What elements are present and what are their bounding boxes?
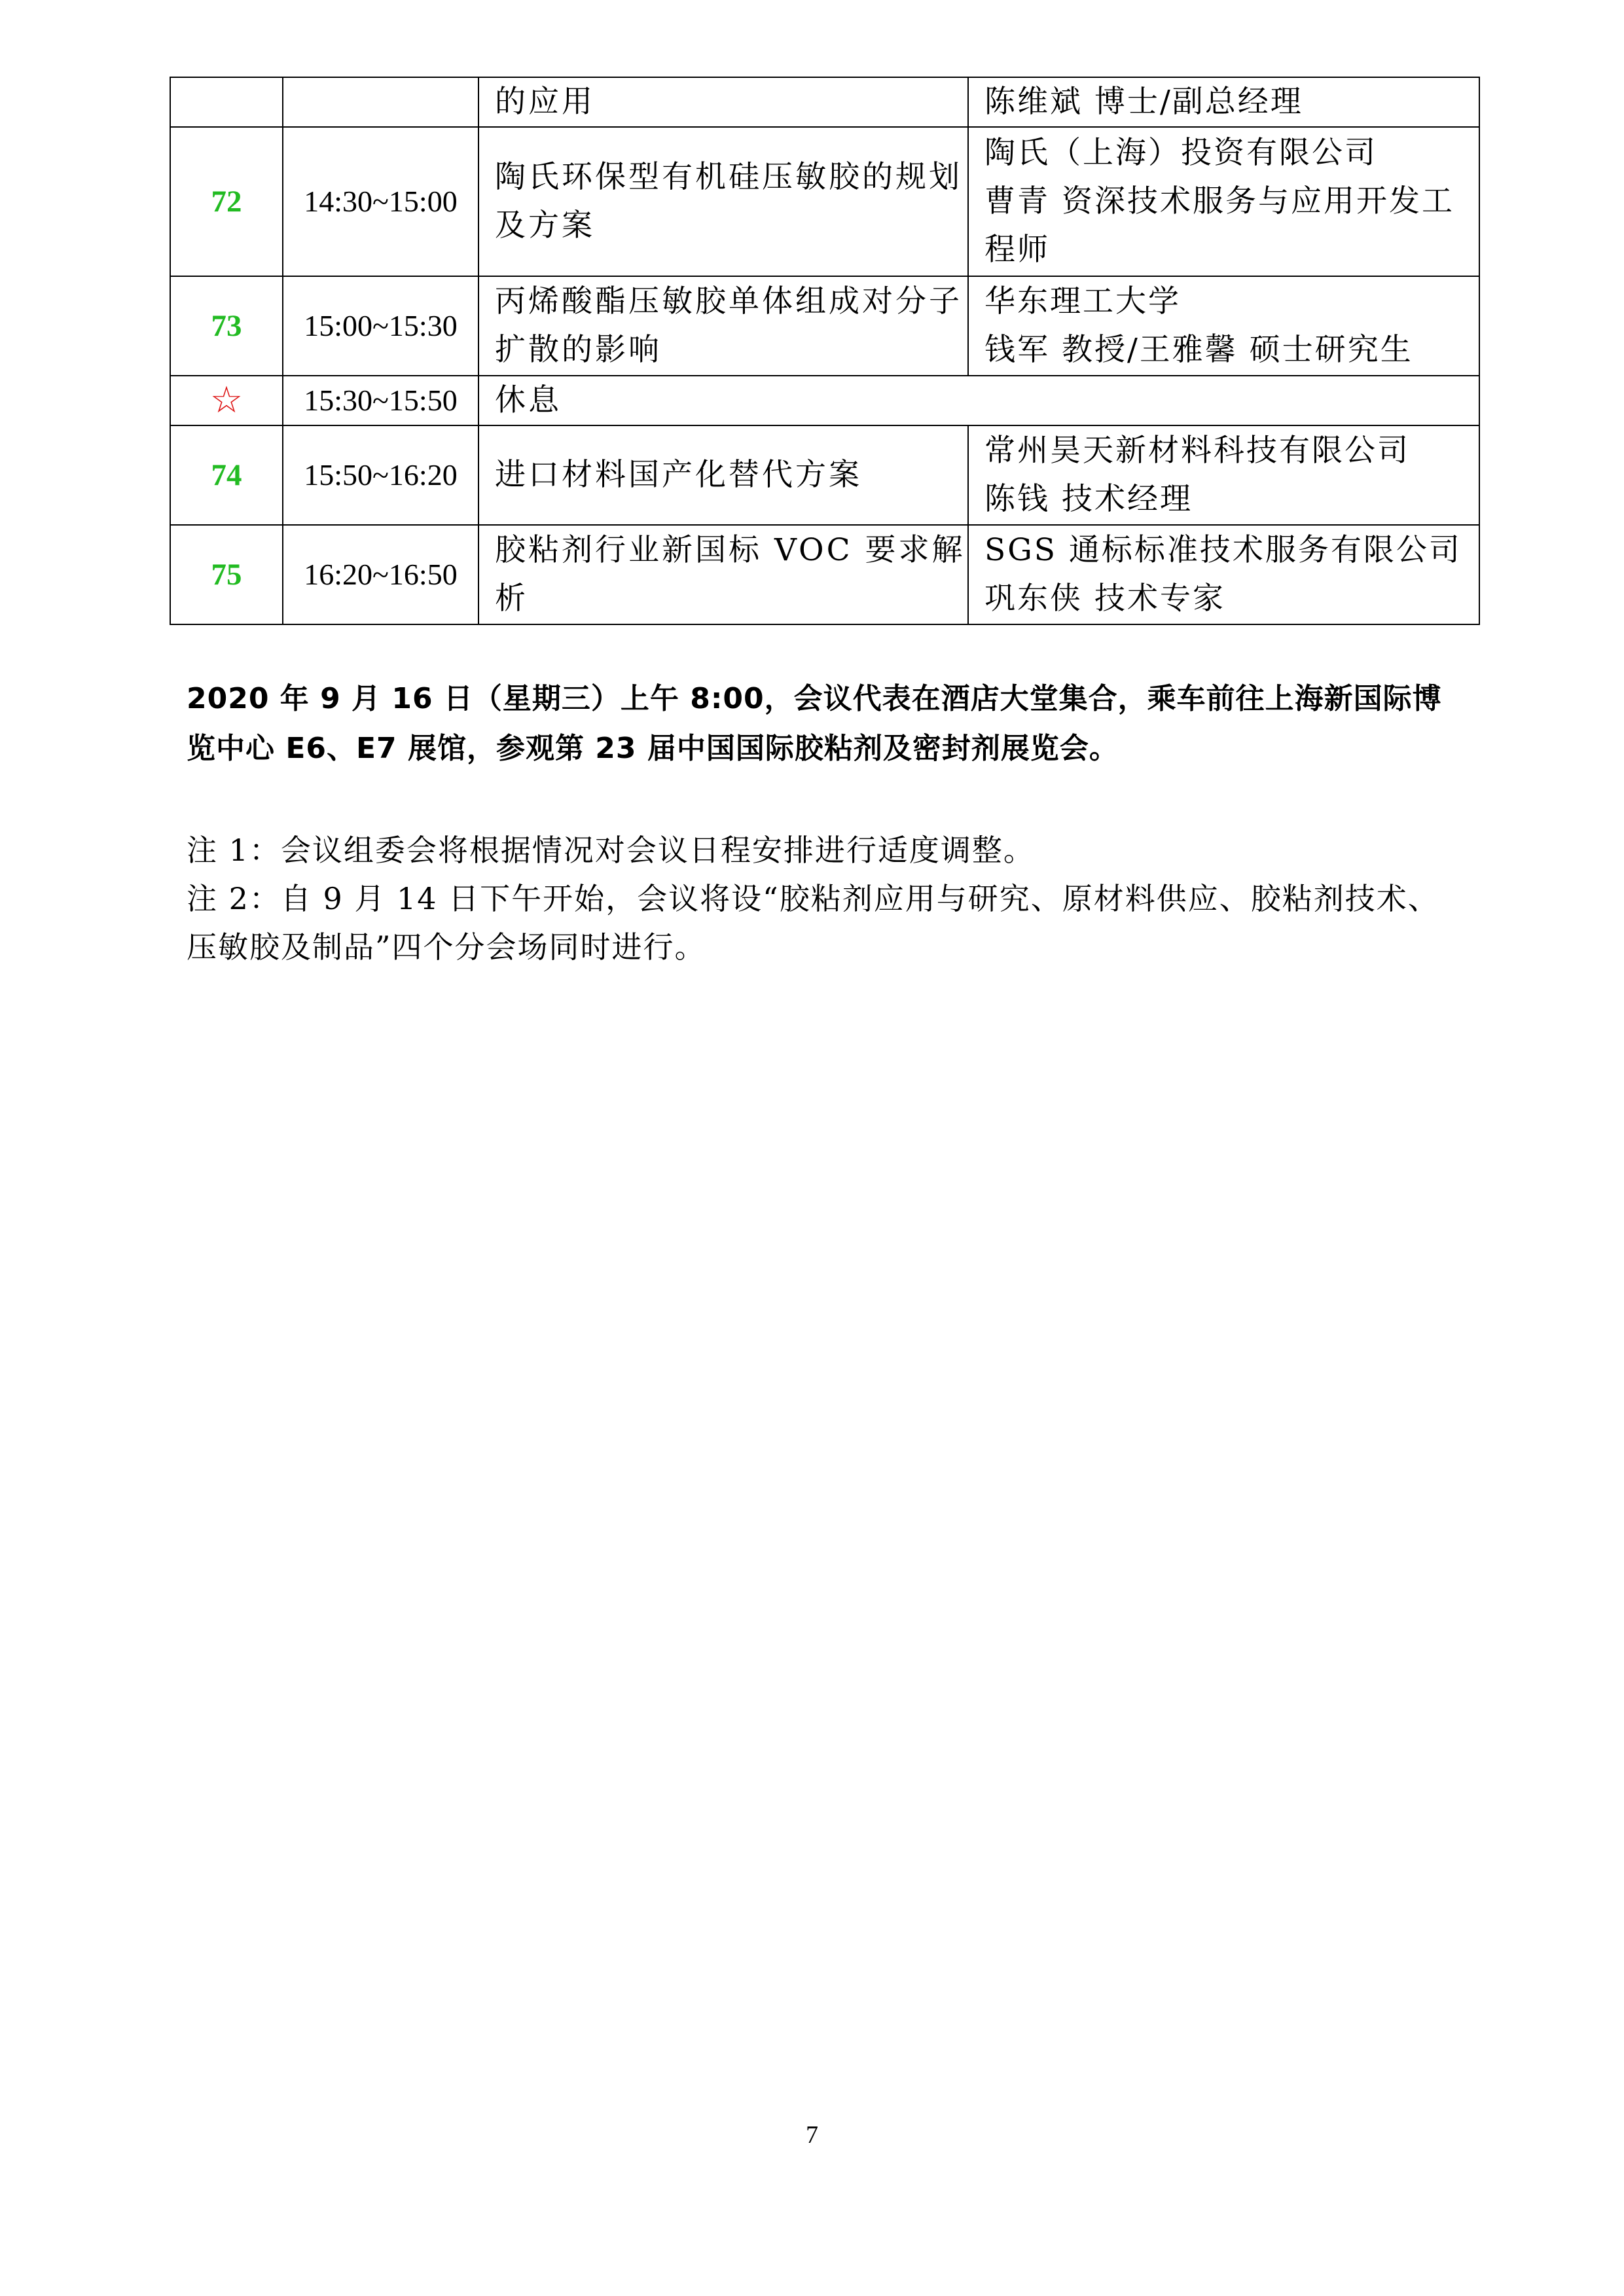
speaker-line: 华东理工大学 [984,283,1181,319]
session-speaker [968,525,1479,624]
topic-line: 胶粘剂行业新国标 VOC 要求解 [495,532,965,568]
speaker-line: SGS 通标标准技术服务有限公司 [984,532,1462,568]
session-topic [478,525,968,624]
session-topic [478,276,968,376]
notice-line: 2020 年 9 月 16 日（星期三）上午 8:00，会议代表在酒店大堂集合，乘车前往上海新国际博 [187,682,1442,715]
speaker-line: 陈钱 技术经理 [984,481,1193,517]
speaker-line: 钱军 教授/王雅馨 硕士研究生 [984,332,1413,368]
topic-line: 休息 [495,382,562,418]
session-time: 15:50~16:20 [283,425,478,525]
note-line: 注 2：自 9 月 14 日下午开始，会议将设“胶粘剂应用与研究、原材料供应、胶粘剂技术、 [187,881,1439,916]
schedule-table [170,77,1480,625]
table-row [170,127,1479,276]
session-number: 75 [170,525,283,624]
exhibition-notice [187,674,1479,774]
session-speaker [968,425,1479,525]
speaker-line: 巩东侠 技术专家 [984,581,1225,617]
speaker-line: 程师 [984,232,1050,268]
topic-line: 陶氏环保型有机硅压敏胶的规划 [495,159,962,195]
topic-line: 的应用 [495,84,595,120]
session-time: 16:20~16:50 [283,525,478,624]
topic-line: 及方案 [495,207,595,243]
break-label [478,376,1479,425]
page-number: 7 [806,2121,818,2149]
table-row [170,276,1479,376]
table-row-break [170,376,1479,425]
table-row [170,77,1479,127]
session-time: 14:30~15:00 [283,127,478,276]
session-time: 15:00~15:30 [283,276,478,376]
table-row [170,425,1479,525]
session-time [283,77,478,127]
star-icon: ☆ [170,376,283,425]
topic-line: 扩散的影响 [495,332,662,368]
session-topic [478,77,968,127]
session-speaker [968,127,1479,276]
session-speaker [968,77,1479,127]
session-speaker [968,276,1479,376]
speaker-line: 陈维斌 博士/副总经理 [984,84,1303,120]
notice-line: 览中心 E6、E7 展馆，参观第 23 届中国国际胶粘剂及密封剂展览会。 [187,732,1119,765]
session-number [170,77,283,127]
note-line: 压敏胶及制品”四个分会场同时进行。 [187,929,706,965]
session-topic [478,127,968,276]
session-number: 73 [170,276,283,376]
schedule-notes [187,826,1479,971]
session-number: 72 [170,127,283,276]
table-row [170,525,1479,624]
topic-line: 进口材料国产化替代方案 [495,457,862,493]
speaker-line: 常州昊天新材料科技有限公司 [984,433,1410,469]
session-topic [478,425,968,525]
speaker-line: 曹青 资深技术服务与应用开发工 [984,183,1454,219]
topic-line: 析 [495,581,528,617]
topic-line: 丙烯酸酯压敏胶单体组成对分子 [495,283,962,319]
session-number: 74 [170,425,283,525]
speaker-line: 陶氏（上海）投资有限公司 [984,135,1377,171]
session-time: 15:30~15:50 [283,376,478,425]
note-line: 注 1：会议组委会将根据情况对会议日程安排进行适度调整。 [187,833,1035,868]
